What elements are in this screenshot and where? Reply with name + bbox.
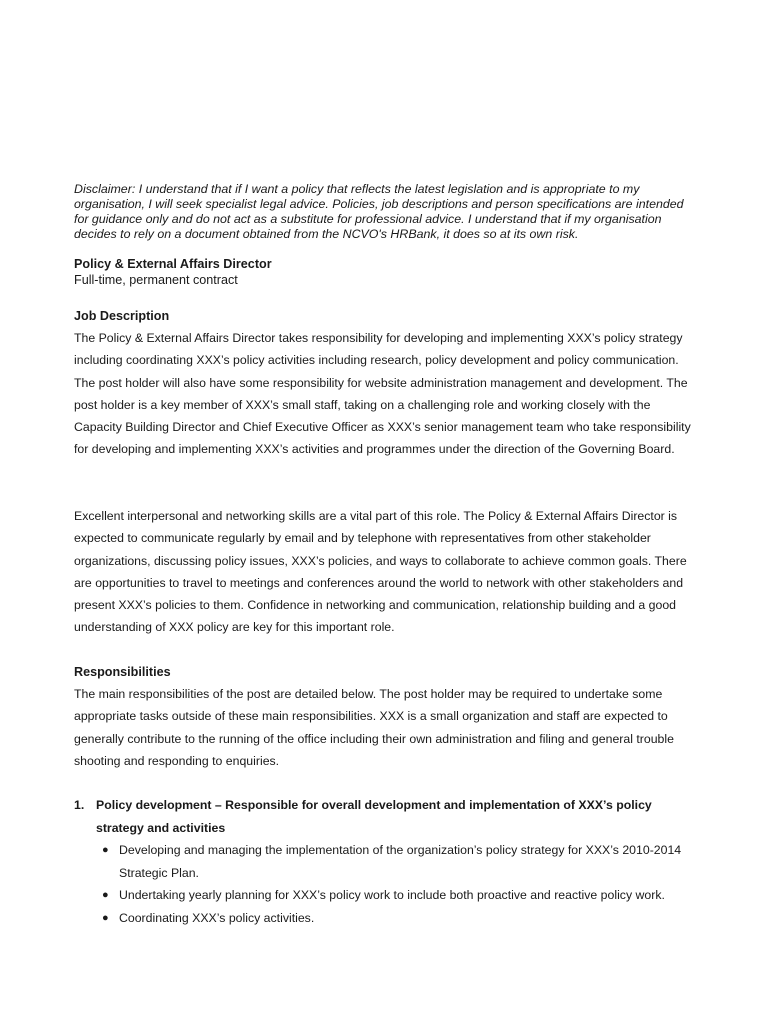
job-title: Policy & External Affairs Director <box>74 257 272 271</box>
responsibilities-heading: Responsibilities <box>74 665 171 679</box>
list-item <box>102 839 696 884</box>
bullet-icon: ● <box>102 889 109 901</box>
job-description-heading: Job Description <box>74 309 170 323</box>
list-item-text: Undertaking yearly planning for XXX’s policy work to include both proactive and reactive policy work. <box>119 888 665 902</box>
list-item <box>102 884 696 907</box>
list-item-text: Coordinating XXX’s policy activities. <box>119 910 315 925</box>
bullet-list <box>74 839 696 929</box>
responsibility-item-heading <box>74 794 696 839</box>
list-item-text: Developing and managing the implementation of the organization’s policy strategy for XXX’s 2010-2014 Strategic Plan. <box>119 843 682 880</box>
responsibilities-list <box>74 794 696 929</box>
list-item <box>102 907 696 930</box>
item-title: Policy development – Responsible for overall development and implementation of XXX’s policy strategy and activities <box>96 798 652 835</box>
responsibilities-intro: The main responsibilities of the post are detailed below. The post holder may be required to undertake some appropriate tasks outside of these main responsibilities. XXX is a small organization and staff are expected to generally contribute to the running of the office including their own administration and filing and general trouble shooting and responding to enquiries. <box>74 687 674 768</box>
bullet-icon: ● <box>102 844 109 856</box>
job-description-paragraph-1: The Policy & External Affairs Director takes responsibility for developing and implementing XXX’s policy strategy including coordinating XXX’s policy activities including research, policy development and policy communication. The post holder will also have some responsibility for website administration management and development. The post holder is a key member of XXX’s small staff, taking on a challenging role and working closely with the Capacity Building Director and Chief Executive Officer as XXX’s senior management team who take responsibility for developing and implementing XXX’s activities and programmes under the direction of the Governing Board. <box>74 331 691 457</box>
contract-type: Full-time, permanent contract <box>74 273 238 287</box>
bullet-icon: ● <box>102 911 109 924</box>
disclaimer-text: Disclaimer: I understand that if I want a policy that reflects the latest legislation and is appropriate to my organisation, I will seek specialist legal advice. Policies, job descriptions and person specifications are intended for guidance only and do not act as a substitute for professional advice. I understand that if my organisation decides to rely on a document obtained from the NCVO's HRBank, it does so at its own risk. <box>74 182 684 241</box>
job-description-paragraph-2: Excellent interpersonal and networking skills are a vital part of this role. The Policy & External Affairs Director is expected to communicate regularly by email and by telephone with representatives from other stakeholder organizations, discussing policy issues, XXX’s policies, and ways to collaborate to achieve common goals. There are opportunities to travel to meetings and conferences around the world to network with other stakeholders and present XXX’s policies to them. Confidence in networking and communication, relationship building and a good understanding of XXX policy are key for this important role. <box>74 509 687 635</box>
item-number: 1. <box>74 798 85 812</box>
